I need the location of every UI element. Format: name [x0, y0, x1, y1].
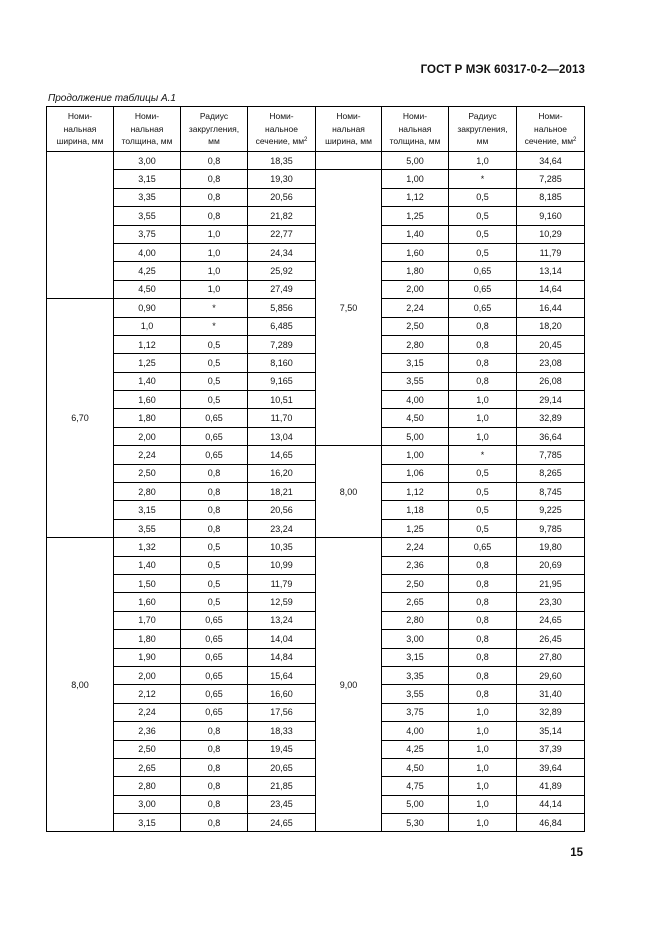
right-thickness-cell: 1,18	[382, 501, 449, 519]
right-thickness-cell: 1,25	[382, 207, 449, 225]
left-section-cell: 14,84	[248, 648, 316, 666]
left-radius-cell: 0,8	[181, 501, 248, 519]
column-header-line: нальное	[265, 123, 298, 134]
left-thickness-cell: 3,00	[114, 795, 181, 813]
right-section-cell: 26,08	[517, 372, 585, 390]
right-radius-cell: 0,8	[449, 354, 517, 372]
left-thickness-cell: 1,60	[114, 391, 181, 409]
column-header-line: закругления,	[457, 123, 508, 134]
left-section-cell: 7,289	[248, 335, 316, 353]
table-row	[47, 152, 585, 170]
right-thickness-cell: 2,65	[382, 593, 449, 611]
left-section-cell: 16,20	[248, 464, 316, 482]
right-radius-cell: 0,5	[449, 243, 517, 261]
right-section-cell: 19,80	[517, 538, 585, 556]
right-section-cell: 26,45	[517, 630, 585, 648]
right-section-cell: 9,160	[517, 207, 585, 225]
right-radius-cell: 0,65	[449, 538, 517, 556]
left-radius-cell: 0,8	[181, 740, 248, 758]
left-section-cell: 10,35	[248, 538, 316, 556]
right-width-cell	[316, 152, 382, 170]
right-thickness-cell: 2,50	[382, 317, 449, 335]
right-thickness-cell: 4,00	[382, 391, 449, 409]
left-thickness-cell: 1,40	[114, 556, 181, 574]
left-thickness-cell: 3,35	[114, 188, 181, 206]
left-radius-cell: *	[181, 299, 248, 317]
right-section-cell: 41,89	[517, 777, 585, 795]
column-header-line: нальная	[398, 123, 432, 134]
left-radius-cell: 0,65	[181, 409, 248, 427]
left-section-cell: 22,77	[248, 225, 316, 243]
left-thickness-cell: 1,25	[114, 354, 181, 372]
column-header-line: Номи-	[269, 111, 294, 122]
column-header	[517, 107, 585, 152]
right-thickness-cell: 3,15	[382, 648, 449, 666]
column-header-line: нальная	[130, 123, 164, 134]
right-section-cell: 44,14	[517, 795, 585, 813]
right-thickness-cell: 3,00	[382, 630, 449, 648]
left-thickness-cell: 1,50	[114, 574, 181, 592]
left-thickness-cell: 3,55	[114, 207, 181, 225]
left-section-cell: 14,65	[248, 446, 316, 464]
right-section-cell: 10,29	[517, 225, 585, 243]
column-header-line: нальное	[534, 123, 567, 134]
right-radius-cell: 0,8	[449, 611, 517, 629]
right-section-cell: 36,64	[517, 427, 585, 445]
left-thickness-cell: 3,15	[114, 814, 181, 832]
column-header-line: сечение, мм	[524, 136, 574, 147]
left-thickness-cell: 1,32	[114, 538, 181, 556]
left-thickness-cell: 2,00	[114, 666, 181, 684]
left-section-cell: 15,64	[248, 666, 316, 684]
left-thickness-cell: 3,15	[114, 170, 181, 188]
column-header-line: Номи-	[336, 111, 361, 122]
right-section-cell: 7,785	[517, 446, 585, 464]
right-radius-cell: 0,8	[449, 685, 517, 703]
left-thickness-cell: 2,80	[114, 777, 181, 795]
left-thickness-cell: 1,90	[114, 648, 181, 666]
right-thickness-cell: 2,80	[382, 611, 449, 629]
right-section-cell: 18,20	[517, 317, 585, 335]
right-radius-cell: 1,0	[449, 409, 517, 427]
right-section-cell: 32,89	[517, 703, 585, 721]
left-thickness-cell: 2,24	[114, 703, 181, 721]
left-thickness-cell: 3,00	[114, 152, 181, 170]
left-thickness-cell: 3,55	[114, 519, 181, 537]
column-header	[47, 107, 114, 152]
right-section-cell: 21,95	[517, 574, 585, 592]
left-radius-cell: 0,5	[181, 354, 248, 372]
right-section-cell: 32,89	[517, 409, 585, 427]
left-radius-cell: 0,8	[181, 483, 248, 501]
right-section-cell: 23,08	[517, 354, 585, 372]
left-radius-cell: 0,5	[181, 593, 248, 611]
right-radius-cell: 1,0	[449, 740, 517, 758]
left-thickness-cell: 2,50	[114, 464, 181, 482]
column-header-line: Радиус	[199, 111, 229, 122]
left-radius-cell: 0,8	[181, 152, 248, 170]
right-section-cell: 23,30	[517, 593, 585, 611]
table-row	[47, 446, 585, 464]
left-radius-cell: 0,8	[181, 814, 248, 832]
column-header-line: закругления,	[188, 123, 240, 134]
unit-superscript: 2	[304, 137, 308, 144]
column-header-line: ширина, мм	[56, 136, 104, 147]
right-thickness-cell: 3,75	[382, 703, 449, 721]
right-radius-cell: 0,65	[449, 280, 517, 298]
right-radius-cell: 0,8	[449, 630, 517, 648]
column-header	[449, 107, 517, 152]
left-section-cell: 27,49	[248, 280, 316, 298]
right-thickness-cell: 1,12	[382, 188, 449, 206]
right-thickness-cell: 3,15	[382, 354, 449, 372]
right-radius-cell: 0,8	[449, 335, 517, 353]
column-header-line: ширина, мм	[325, 136, 372, 147]
left-section-cell: 17,56	[248, 703, 316, 721]
right-thickness-cell: 2,24	[382, 538, 449, 556]
right-radius-cell: 0,5	[449, 207, 517, 225]
left-section-cell: 21,85	[248, 777, 316, 795]
left-section-cell: 21,82	[248, 207, 316, 225]
left-width-cell	[47, 152, 114, 299]
right-radius-cell: 1,0	[449, 152, 517, 170]
left-section-cell: 20,56	[248, 501, 316, 519]
right-section-cell: 16,44	[517, 299, 585, 317]
left-section-cell: 12,59	[248, 593, 316, 611]
right-thickness-cell: 2,00	[382, 280, 449, 298]
right-radius-cell: 1,0	[449, 391, 517, 409]
column-header	[181, 107, 248, 152]
left-section-cell: 10,51	[248, 391, 316, 409]
right-radius-cell: 0,8	[449, 317, 517, 335]
column-header	[382, 107, 449, 152]
right-thickness-cell: 2,36	[382, 556, 449, 574]
right-thickness-cell: 4,00	[382, 722, 449, 740]
left-radius-cell: *	[181, 317, 248, 335]
left-thickness-cell: 2,50	[114, 740, 181, 758]
left-section-cell: 6,485	[248, 317, 316, 335]
right-thickness-cell: 5,00	[382, 795, 449, 813]
right-section-cell: 29,14	[517, 391, 585, 409]
right-radius-cell: 0,5	[449, 188, 517, 206]
right-width-cell: 8,00	[316, 446, 382, 538]
left-thickness-cell: 2,80	[114, 483, 181, 501]
left-section-cell: 10,99	[248, 556, 316, 574]
right-radius-cell: *	[449, 446, 517, 464]
table-row	[47, 170, 585, 188]
left-radius-cell: 0,5	[181, 574, 248, 592]
left-radius-cell: 0,65	[181, 446, 248, 464]
left-section-cell: 13,24	[248, 611, 316, 629]
left-radius-cell: 0,8	[181, 795, 248, 813]
page-number: 15	[570, 847, 583, 859]
right-radius-cell: 0,65	[449, 299, 517, 317]
left-section-cell: 25,92	[248, 262, 316, 280]
right-section-cell: 13,14	[517, 262, 585, 280]
left-radius-cell: 1,0	[181, 262, 248, 280]
left-section-cell: 18,21	[248, 483, 316, 501]
right-thickness-cell: 1,60	[382, 243, 449, 261]
right-thickness-cell: 3,35	[382, 666, 449, 684]
left-radius-cell: 0,65	[181, 666, 248, 684]
column-header-line: мм	[476, 136, 489, 147]
right-thickness-cell: 1,00	[382, 170, 449, 188]
left-section-cell: 11,79	[248, 574, 316, 592]
left-thickness-cell: 1,40	[114, 372, 181, 390]
left-radius-cell: 1,0	[181, 243, 248, 261]
right-radius-cell: 1,0	[449, 427, 517, 445]
left-radius-cell: 0,65	[181, 630, 248, 648]
left-thickness-cell: 1,0	[114, 317, 181, 335]
right-radius-cell: 0,5	[449, 519, 517, 537]
left-radius-cell: 0,5	[181, 538, 248, 556]
right-section-cell: 20,45	[517, 335, 585, 353]
left-section-cell: 18,35	[248, 152, 316, 170]
right-thickness-cell: 4,25	[382, 740, 449, 758]
right-section-cell: 14,64	[517, 280, 585, 298]
left-thickness-cell: 2,00	[114, 427, 181, 445]
right-radius-cell: 0,8	[449, 648, 517, 666]
table-header-row	[47, 107, 585, 152]
left-section-cell: 18,33	[248, 722, 316, 740]
left-radius-cell: 0,65	[181, 685, 248, 703]
column-header	[248, 107, 316, 152]
right-thickness-cell: 5,00	[382, 152, 449, 170]
right-radius-cell: *	[449, 170, 517, 188]
dimensions-table	[46, 106, 585, 832]
right-width-cell: 7,50	[316, 170, 382, 446]
right-section-cell: 34,64	[517, 152, 585, 170]
right-radius-cell: 0,5	[449, 464, 517, 482]
left-thickness-cell: 0,90	[114, 299, 181, 317]
left-section-cell: 23,45	[248, 795, 316, 813]
right-radius-cell: 0,5	[449, 501, 517, 519]
left-width-cell: 8,00	[47, 538, 114, 832]
left-radius-cell: 0,5	[181, 372, 248, 390]
left-section-cell: 23,24	[248, 519, 316, 537]
right-radius-cell: 1,0	[449, 777, 517, 795]
right-section-cell: 8,745	[517, 483, 585, 501]
left-thickness-cell: 2,36	[114, 722, 181, 740]
right-thickness-cell: 1,00	[382, 446, 449, 464]
left-section-cell: 14,04	[248, 630, 316, 648]
right-section-cell: 46,84	[517, 814, 585, 832]
left-section-cell: 19,30	[248, 170, 316, 188]
left-radius-cell: 0,8	[181, 170, 248, 188]
column-header-line: Номи-	[67, 111, 93, 122]
left-thickness-cell: 3,75	[114, 225, 181, 243]
column-header-line: Номи-	[402, 111, 428, 122]
left-thickness-cell: 4,00	[114, 243, 181, 261]
unit-superscript: 2	[573, 137, 577, 144]
left-section-cell: 8,160	[248, 354, 316, 372]
right-section-cell: 39,64	[517, 758, 585, 776]
right-thickness-cell: 1,80	[382, 262, 449, 280]
right-thickness-cell: 1,06	[382, 464, 449, 482]
left-section-cell: 5,856	[248, 299, 316, 317]
left-section-cell: 16,60	[248, 685, 316, 703]
left-section-cell: 24,34	[248, 243, 316, 261]
left-radius-cell: 0,5	[181, 556, 248, 574]
right-radius-cell: 1,0	[449, 758, 517, 776]
column-header-line: Номи-	[538, 111, 563, 122]
left-thickness-cell: 4,50	[114, 280, 181, 298]
right-section-cell: 27,80	[517, 648, 585, 666]
right-radius-cell: 0,8	[449, 574, 517, 592]
left-radius-cell: 0,5	[181, 335, 248, 353]
left-radius-cell: 1,0	[181, 280, 248, 298]
left-radius-cell: 0,65	[181, 703, 248, 721]
left-thickness-cell: 2,65	[114, 758, 181, 776]
left-radius-cell: 0,8	[181, 464, 248, 482]
right-thickness-cell: 4,50	[382, 409, 449, 427]
left-section-cell: 24,65	[248, 814, 316, 832]
right-thickness-cell: 2,50	[382, 574, 449, 592]
left-section-cell: 9,165	[248, 372, 316, 390]
left-thickness-cell: 1,60	[114, 593, 181, 611]
left-radius-cell: 0,8	[181, 758, 248, 776]
left-thickness-cell: 1,12	[114, 335, 181, 353]
left-section-cell: 11,70	[248, 409, 316, 427]
right-radius-cell: 0,8	[449, 666, 517, 684]
left-radius-cell: 0,8	[181, 722, 248, 740]
left-thickness-cell: 1,70	[114, 611, 181, 629]
left-radius-cell: 1,0	[181, 225, 248, 243]
left-radius-cell: 0,8	[181, 207, 248, 225]
column-header-line: толщина, мм	[121, 136, 173, 147]
left-section-cell: 19,45	[248, 740, 316, 758]
left-thickness-cell: 2,12	[114, 685, 181, 703]
left-radius-cell: 0,5	[181, 391, 248, 409]
right-thickness-cell: 3,55	[382, 372, 449, 390]
table-row	[47, 538, 585, 556]
table-caption: Продолжение таблицы А.1	[48, 93, 176, 104]
left-radius-cell: 0,65	[181, 648, 248, 666]
right-thickness-cell: 1,25	[382, 519, 449, 537]
document-header: ГОСТ Р МЭК 60317-0-2—2013	[420, 64, 585, 76]
right-thickness-cell: 2,24	[382, 299, 449, 317]
right-section-cell: 9,225	[517, 501, 585, 519]
right-radius-cell: 0,8	[449, 593, 517, 611]
column-header-line: толщина, мм	[389, 136, 441, 147]
right-thickness-cell: 1,12	[382, 483, 449, 501]
right-section-cell: 8,265	[517, 464, 585, 482]
left-radius-cell: 0,65	[181, 427, 248, 445]
left-radius-cell: 0,8	[181, 777, 248, 795]
right-section-cell: 24,65	[517, 611, 585, 629]
right-radius-cell: 0,65	[449, 262, 517, 280]
left-radius-cell: 0,65	[181, 611, 248, 629]
left-thickness-cell: 2,24	[114, 446, 181, 464]
right-section-cell: 11,79	[517, 243, 585, 261]
left-section-cell: 13,04	[248, 427, 316, 445]
right-thickness-cell: 5,30	[382, 814, 449, 832]
right-radius-cell: 0,8	[449, 556, 517, 574]
left-radius-cell: 0,8	[181, 188, 248, 206]
left-thickness-cell: 1,80	[114, 409, 181, 427]
column-header-line: нальная	[63, 123, 97, 134]
right-radius-cell: 0,5	[449, 483, 517, 501]
right-section-cell: 20,69	[517, 556, 585, 574]
right-thickness-cell: 5,00	[382, 427, 449, 445]
left-thickness-cell: 1,80	[114, 630, 181, 648]
left-section-cell: 20,56	[248, 188, 316, 206]
right-section-cell: 29,60	[517, 666, 585, 684]
right-section-cell: 35,14	[517, 722, 585, 740]
right-radius-cell: 1,0	[449, 722, 517, 740]
column-header	[316, 107, 382, 152]
column-header-line: Радиус	[468, 111, 497, 122]
right-thickness-cell: 3,55	[382, 685, 449, 703]
left-section-cell: 20,65	[248, 758, 316, 776]
right-radius-cell: 0,8	[449, 372, 517, 390]
left-width-cell: 6,70	[47, 299, 114, 538]
table-body	[47, 152, 585, 832]
column-header-line: сечение, мм	[255, 136, 305, 147]
right-thickness-cell: 1,40	[382, 225, 449, 243]
right-section-cell: 8,185	[517, 188, 585, 206]
column-header-line: мм	[208, 136, 220, 147]
right-radius-cell: 1,0	[449, 814, 517, 832]
right-section-cell: 9,785	[517, 519, 585, 537]
column-header	[114, 107, 181, 152]
right-radius-cell: 0,5	[449, 225, 517, 243]
left-thickness-cell: 4,25	[114, 262, 181, 280]
right-section-cell: 7,285	[517, 170, 585, 188]
right-thickness-cell: 4,50	[382, 758, 449, 776]
column-header-line: Номи-	[134, 111, 160, 122]
right-radius-cell: 1,0	[449, 795, 517, 813]
left-radius-cell: 0,8	[181, 519, 248, 537]
left-thickness-cell: 3,15	[114, 501, 181, 519]
right-thickness-cell: 2,80	[382, 335, 449, 353]
right-section-cell: 37,39	[517, 740, 585, 758]
right-section-cell: 31,40	[517, 685, 585, 703]
right-width-cell: 9,00	[316, 538, 382, 832]
right-radius-cell: 1,0	[449, 703, 517, 721]
right-thickness-cell: 4,75	[382, 777, 449, 795]
column-header-line: нальная	[332, 123, 365, 134]
